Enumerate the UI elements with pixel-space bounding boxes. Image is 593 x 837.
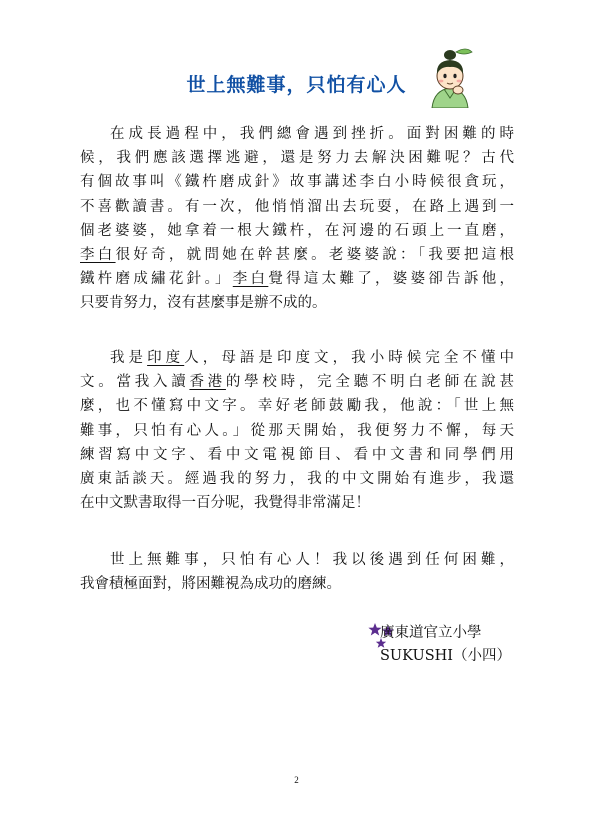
paragraph-line: 只要肯努力，沒有甚麼事是辦不成的。 (80, 295, 327, 312)
paragraph-text: 文。當我入讀 (80, 374, 190, 391)
page-number: 2 (294, 775, 299, 785)
paragraph-3 (80, 548, 514, 596)
proper-noun-india: 印度 (147, 350, 185, 366)
paragraph-line: 我會積極面對，將困難視為成功的磨練。 (80, 576, 341, 593)
proper-noun-li-bai: 李白 (80, 247, 116, 264)
paragraph-line (80, 243, 514, 267)
paragraph-line: 有個故事叫《鐵杵磨成針》故事講述李白小時候很貪玩， (80, 174, 514, 191)
paragraph-line: 難事，只怕有心人。」從那天開始，我便努力不懈，每天 (80, 422, 514, 439)
paragraph-line (80, 346, 514, 370)
signature-block (380, 622, 511, 668)
school-name: 廣東道官立小學 (380, 625, 482, 641)
paragraph-line: 在成長過程中，我們總會遇到挫折。面對困難的時 (110, 126, 514, 142)
paragraph-line (80, 370, 514, 394)
paragraph-line: 在中文默書取得一百分呢，我覺得非常滿足！ (80, 495, 370, 512)
page-title: 世上無難事，只怕有心人 (186, 74, 407, 96)
boy-thinking-illustration (422, 46, 478, 108)
paragraph-line: 世上無難事，只怕有心人！我以後遇到任何困難， (110, 552, 514, 568)
paragraph-text: 鐵杵磨成繡花針。」 (80, 271, 233, 288)
proper-noun-hong-kong: 香港 (189, 374, 226, 391)
paragraph-text: 我是 (110, 350, 148, 366)
paragraph-2 (80, 346, 514, 515)
paragraph-line: 練習寫中文字、看中文電視節目、看中文書和同學們用 (80, 446, 514, 463)
paragraph-line: 廣東話談天。經過我的努力，我的中文開始有進步，我還 (80, 471, 514, 488)
proper-noun-li-bai: 李白 (232, 271, 269, 288)
author-name: SUKUSHI（小四） (380, 648, 511, 664)
paragraph-line: 候，我們應該選擇逃避，還是努力去解決困難呢？古代 (80, 150, 514, 167)
paragraph-line (80, 267, 514, 291)
paragraph-text: 人，母語是印度文，我小時候完全不懂中 (184, 350, 514, 366)
paragraph-text: 很好奇，就問她在幹甚麼。老婆婆說：「我要把這根 (115, 247, 514, 264)
paragraph-line: 不喜歡讀書。有一次，他悄悄溜出去玩耍，在路上遇到一 (80, 198, 514, 215)
paragraph-line: 個老婆婆，她拿着一根大鐵杵，在河邊的石頭上一直磨， (80, 222, 514, 239)
paragraph-text: 覺得這太難了，婆婆卻告訴他， (268, 271, 514, 288)
paragraph-text: 的學校時，完全聽不明白老師在說甚 (225, 374, 514, 391)
paragraph-line: 麼，也不懂寫中文字。幸好老師鼓勵我，他說：「世上無 (80, 398, 514, 415)
paragraph-1 (80, 122, 514, 316)
